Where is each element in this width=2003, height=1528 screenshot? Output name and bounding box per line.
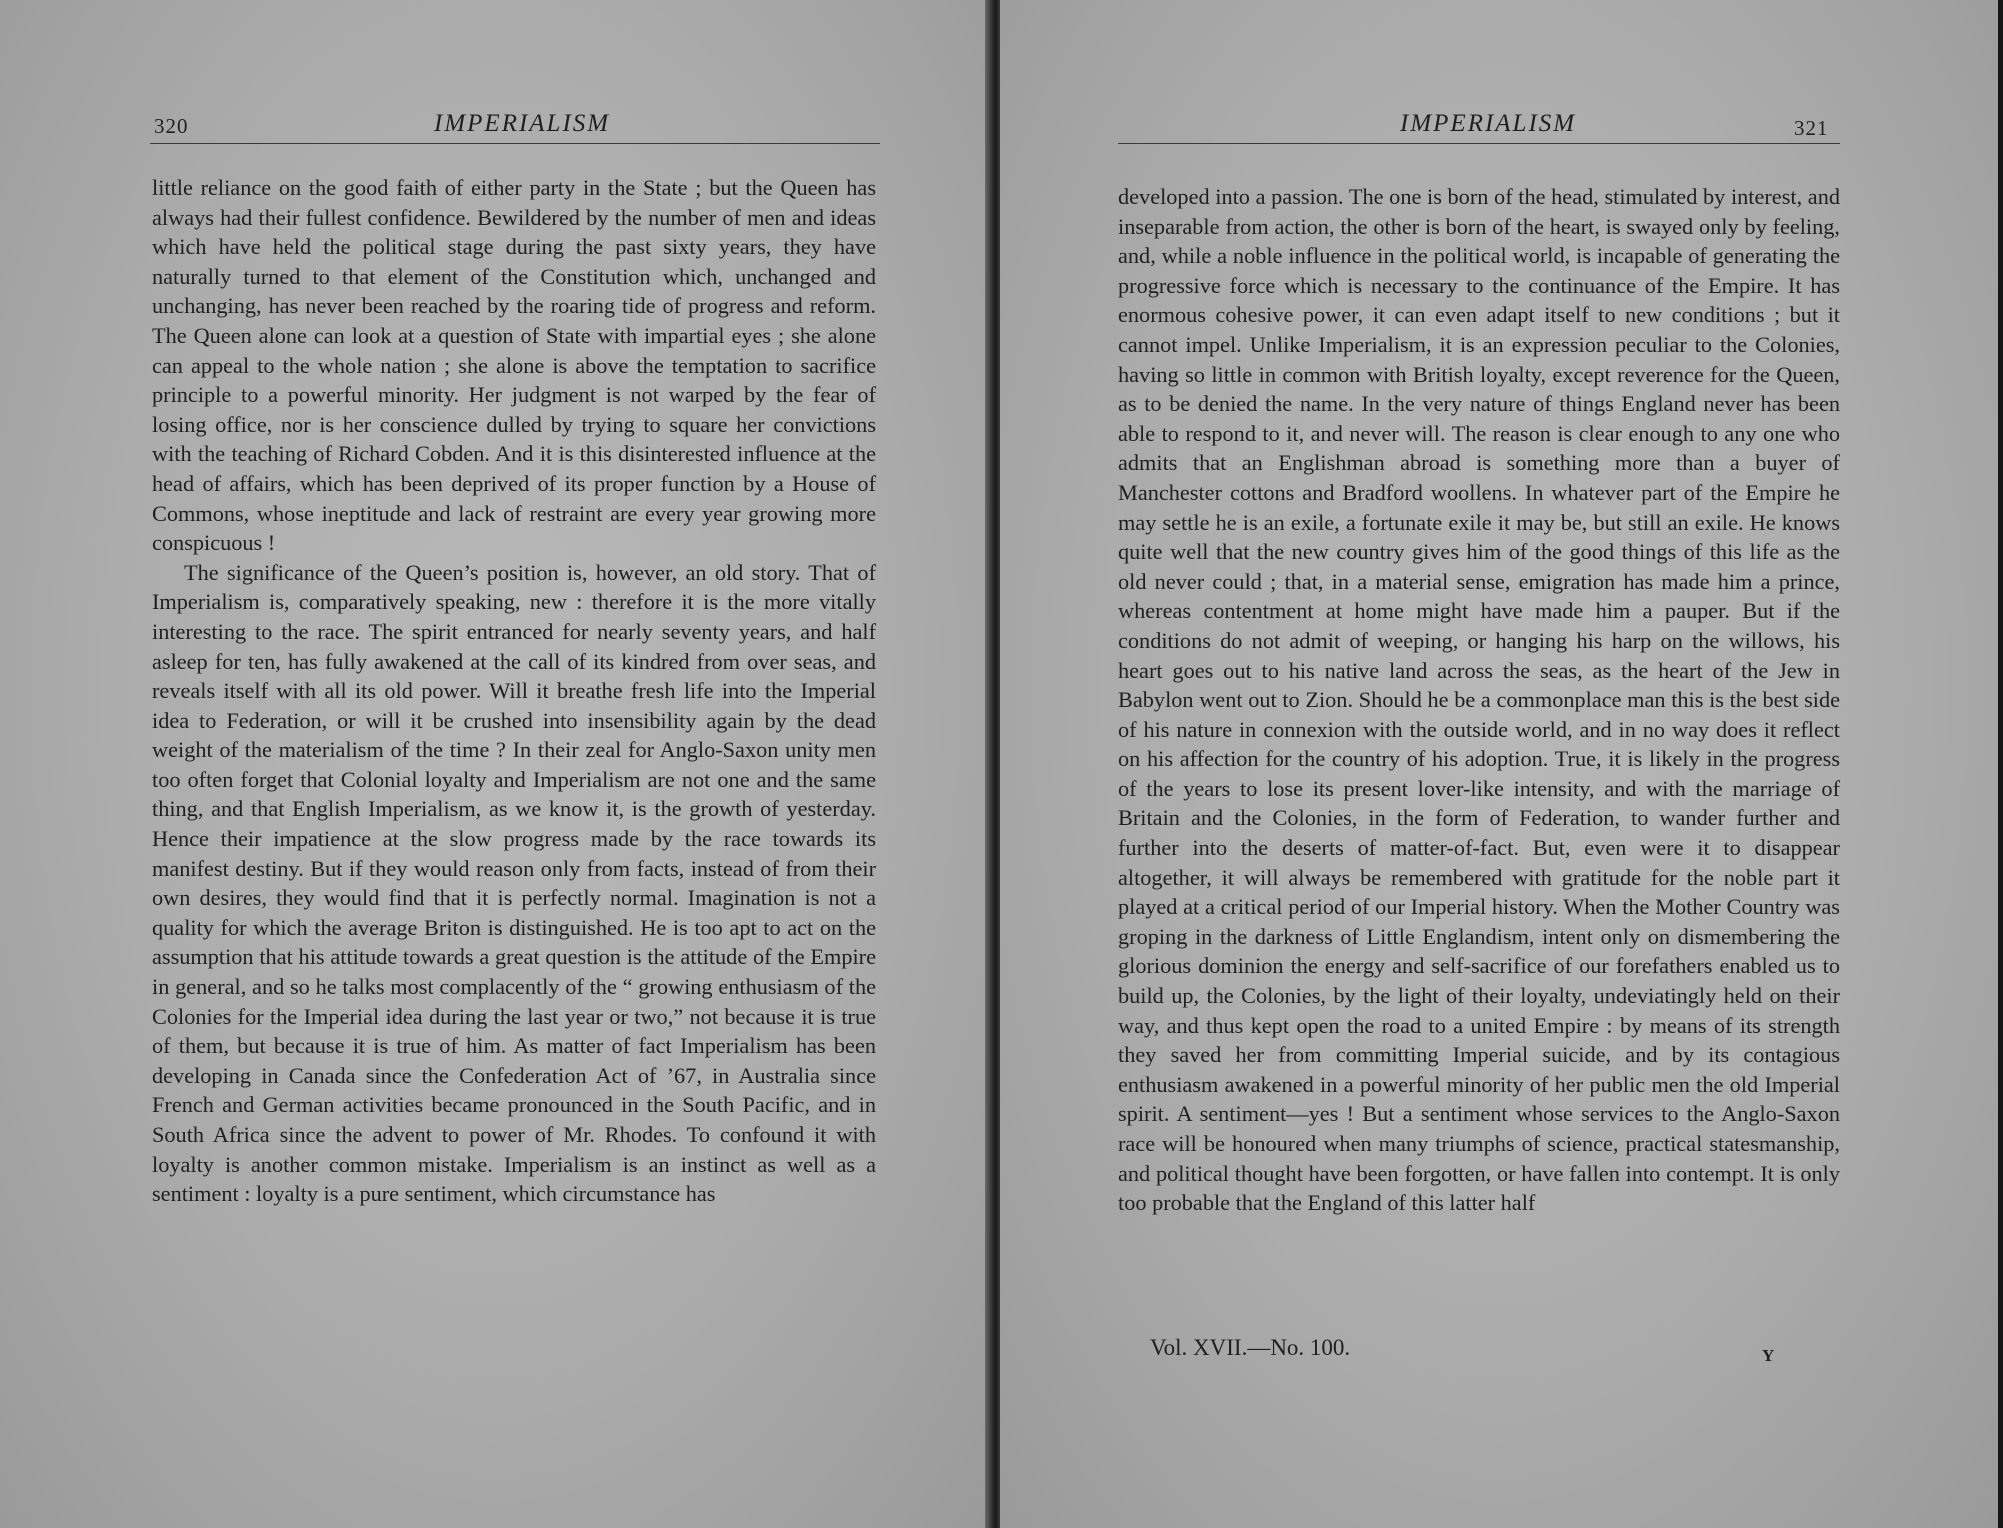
paragraph: The significance of the Queen’s position is, however, an old story. That of Imperialism is, comparatively speaking, new : therefore it is the more vitally interesting to the race. The spirit entranced for nearly seventy years, and half asleep for ten, has fully awakened at the call of its kindred from over seas, and reveals itself with all its old power. Will it breathe fresh life into the Imperial idea to Federation, or will it be crushed into insensibility again by the dead weight of the materialism of the time ? In their zeal for Anglo-Saxon unity men too often forget that Colonial loyalty and Imperialism are not one and the same thing, and that English Imperialism, as we know it, is the growth of yesterday. Hence their impatience at the slow progress made by the race towards its manifest destiny. But if they would reason only from facts, instead of from their own desires, they would find that it is perfectly normal. Imagination is not a quality for which the average Briton is distinguished. He is too apt to act on the assumption that his attitude towards a great question is the attitude of the Empire in general, and so he talks most complacently of the “ growing enthusiasm of the Colonies for the Imperial idea during the last year or two,” not because it is true of them, but because it is true of him. As matter of fact Imperialism has been developing in Canada since the Confederation Act of ’67, in Australia since French and German activities became pronounced in the South Pacific, and in South Africa since the advent to power of Mr. Rhodes. To confound it with loyalty is another common mistake. Imperialism is an instinct as well as a sentiment : loyalty is a pure sentiment, which circumstance has: [152, 559, 876, 1207]
running-head: IMPERIALISM: [434, 110, 611, 137]
left-page-text: [152, 173, 876, 1209]
running-head: IMPERIALISM: [1400, 110, 1577, 137]
left-page: [0, 0, 990, 1528]
paragraph: little reliance on the good faith of either party in the State ; but the Queen has always had their fullest confidence. Bewildered by the number of men and ideas which have held the political stage during the past sixty years, they have naturally turned to that element of the Constitution which, unchanged and unchanging, has never been reached by the roaring tide of progress and reform. The Queen alone can look at a question of State with impartial eyes ; she alone can appeal to the whole nation ; she alone is above the temptation to sacrifice principle to a powerful minority. Her judgment is not warped by the fear of losing office, nor is her conscience dulled by trying to square her convictions with the teaching of Richard Cobden. And it is this disinterested influence at the head of affairs, which has been deprived of its proper function by a House of Commons, whose ineptitude and lack of restraint are every year growing more conspicuous !: [152, 175, 876, 556]
right-page-header: [1118, 104, 1840, 144]
volume-footer: Vol. XVII.—No. 100.: [1150, 1335, 1351, 1360]
signature-mark: Y: [1762, 1346, 1775, 1365]
header-rule: [150, 143, 880, 145]
paragraph: developed into a passion. The one is born of the head, stimulated by interest, and inseparable from action, the other is born of the heart, is swayed only by feeling, and, while a noble influence in the political world, is incapable of generating the progressive force which is necessary to the continuance of the Empire. It has enormous cohesive power, it can even adapt itself to new conditions ; but it cannot impel. Unlike Imperialism, it is an expression peculiar to the Colonies, having so little in common with British loyalty, except reverence for the Queen, as to be denied the name. In the very nature of things England never has been able to respond to it, and never will. The reason is clear enough to any one who admits that an Englishman abroad is something more than a buyer of Manchester cottons and Bradford woollens. In whatever part of the Empire he may settle he is an exile, a fortunate exile it may be, but still an exile. He knows quite well that the new country gives him of the good things of this life as the old never could ; that, in a material sense, emigration has made him a prince, whereas contentment at home might have made him a pauper. But if the conditions do not admit of weeping, or hanging his harp on the willows, his heart goes out to his native land across the seas, as the heart of the Jew in Babylon went out to Zion. Should he be a commonplace man this is the best side of his nature in connexion with the outside world, and in no way does it reflect on his affection for the country of his adoption. True, it is likely in the progress of the years to lose its present lover-like intensity, and with the marriage of Britain and the Colonies, in the form of Federation, to wander further and further into the deserts of matter-of-fact. But, even were it to disappear altogether, it will always be remembered with gratitude for the noble part it played at a critical period of our Imperial history. When the Mother Country was groping in the darkness of Little Englandism, intent only on dismembering the glorious dominion the energy and self-sacrifice of our forefathers enabled us to build up, the Colonies, by the light of their loyalty, undeviatingly held on their way, and thus kept open the road to a united Empire : by means of its strength they saved her from committing Imperial suicide, and by its contagious enthusiasm awakened in a powerful minority of her public men the old Imperial spirit. A sentiment—yes ! But a sentiment whose services to the Anglo-Saxon race will be honoured when many triumphs of science, practical statesmanship, and political thought have been forgotten, or have fallen into contempt. It is only too probable that the England of this latter half: [1118, 184, 1840, 1216]
page-number: 321: [1794, 116, 1829, 140]
left-page-header: [150, 104, 880, 144]
right-page-text: [1118, 182, 1840, 1218]
page-number: 320: [154, 114, 189, 138]
header-rule: [1118, 143, 1840, 145]
right-page: [1000, 0, 1998, 1528]
